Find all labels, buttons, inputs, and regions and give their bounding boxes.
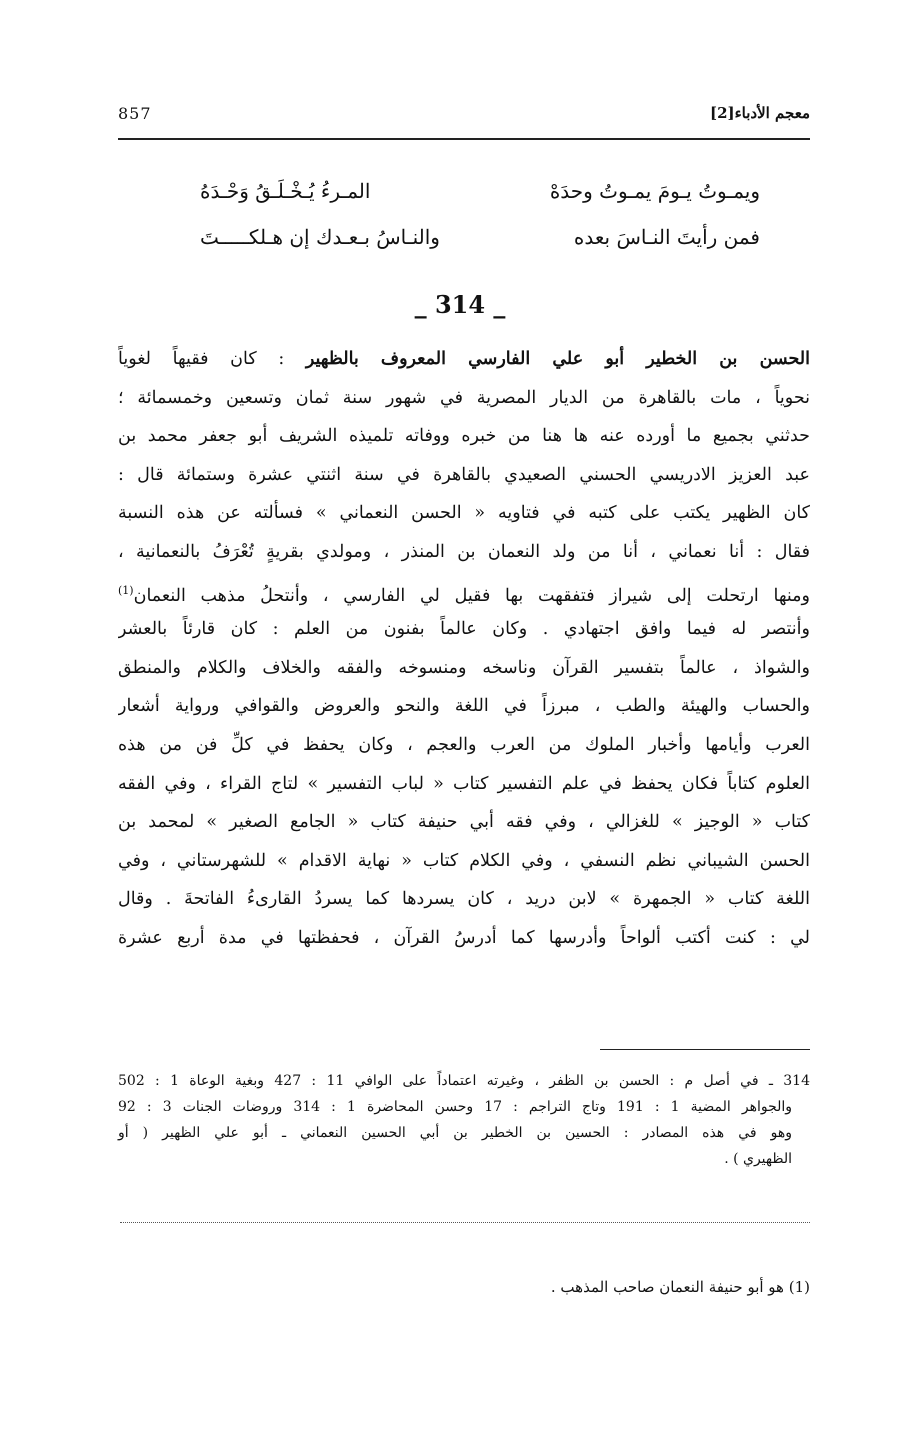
- verse-2-second-hemistich: والنـاسُ بـعـدك إن هـلكـــــتَ: [200, 225, 440, 249]
- entry-line: اللغة كتاب « الجمهرة » لابن دريد ، كان يسردها كما يسردُ القارىءُ الفاتحةَ . وقال: [118, 889, 810, 910]
- source-note-line: الظهيري ) .: [724, 1151, 792, 1167]
- book-title: معجم الأدباء[2]: [709, 104, 810, 122]
- notes-rule: [600, 1049, 810, 1050]
- source-note-line: 314 ـ في أصل م : الحسن بن الظفر ، وغيرته اعتماداً على الوافي 11 : 427 وبغية الوعاة 1 : 502: [118, 1073, 810, 1089]
- entry-line: [118, 572, 810, 611]
- header-rule: [118, 138, 810, 140]
- entry-name: الحسن بن الخطير أبو علي الفارسي المعروف بالظهير: [305, 349, 810, 369]
- footnote: (1) هو أبو حنيفة النعمان صاحب المذهب .: [550, 1278, 810, 1296]
- entry-line: العلوم كتاباً فكان يحفظ في علم التفسير كتاب « لباب التفسير » لتاج القراء ، وفي الفقه: [118, 773, 810, 794]
- page-number: 857: [118, 104, 152, 123]
- verse-2-first-hemistich: فمن رأيتَ النـاسَ بعده: [573, 225, 760, 249]
- verse-1-first-hemistich: ويمـوتُ يـومَ يمـوتُ وحدَهْ: [549, 179, 760, 203]
- entry-line: نحوياً ، مات بالقاهرة من الديار المصرية في شهور سنة ثمان وتسعين وخمسمائة ؛: [118, 387, 810, 408]
- source-note-line: والجواهر المضية 1 : 191 وتاج التراجم : 17 وحسن المحاضرة 1 : 314 وروضات الجنات 3 : 92: [118, 1099, 793, 1115]
- entry-number: _ 314 _: [414, 290, 506, 319]
- entry-line: لي : كنت أكتب ألواحاً وأدرسها كما أدرسُ القرآن ، فحفظتها في مدة أربع عشرة: [118, 927, 810, 948]
- entry-line: والحساب والهيئة والطب ، مبرزاً في اللغة والنحو والعروض والقوافي ورواية أشعار: [118, 696, 810, 717]
- poem-verses: [200, 168, 760, 260]
- entry-line: كان الظهير يكتب على كتبه في فتاويه « الحسن النعماني » فسألته عن هذه النسبة: [118, 503, 810, 524]
- entry-line: الحسن الشيباني نظم النسفي ، وفي الكلام كتاب « نهاية الاقدام » للشهرستاني ، وفي: [118, 850, 810, 871]
- entry-line: عبد العزيز الادريسي الحسني الصعيدي بالقاهرة في سنة اثنتي عشرة وستمائة قال :: [118, 464, 810, 485]
- entry-line: [118, 340, 810, 379]
- source-notes: [118, 1068, 810, 1172]
- entry-line: والشواذ ، عالماً بتفسير القرآن وناسخه ومنسوخه والفقه والخلاف والكلام والمنطق: [118, 657, 810, 678]
- dotted-separator: [120, 1222, 810, 1223]
- source-note-line: وهو في هذه المصادر : الحسين بن الخطير بن أبي الحسين النعماني ـ أبو علي الظهير ( أو: [118, 1125, 792, 1141]
- footnote-marker: (1): [118, 583, 134, 597]
- running-header: [118, 102, 810, 136]
- entry-line: فقال : أنا نعماني ، أنا من ولد النعمان بن المنذر ، ومولدي بقريةٍ تُعْرَفُ بالنعمانية ،: [118, 541, 810, 562]
- entry-line: العرب وأيامها وأخبار الملوك من العرب والعجم ، وكان يحفظ في كلِّ فن من هذه: [118, 734, 810, 755]
- verse-2: [200, 214, 760, 260]
- entry-line-text: ومنها ارتحلت إلى شيراز فتفقهت بها فقيل لي الفارسي ، وأنتحلُ مذهب النعمان: [133, 585, 810, 606]
- entry-line: حدثني بجميع ما أورده عنه ها هنا من خبره ووفاته تلميذه الشريف أبو جعفر محمد بن: [118, 426, 810, 447]
- verse-1: [200, 168, 760, 214]
- entry-line-text: : كان فقيهاً لغوياً: [118, 349, 306, 369]
- entry-line: وأنتصر له فيما وافق اجتهادي . وكان عالماً بفنون من العلم : كان قارئاً بالعشر: [118, 619, 810, 640]
- verse-1-second-hemistich: المـرءُ يُـخْـلَـقُ وَحْـدَهُ: [200, 179, 371, 203]
- entry-body: [118, 340, 810, 958]
- entry-line: كتاب « الوجيز » للغزالي ، وفي فقه أبي حنيفة كتاب « الجامع الصغير » لمحمد بن: [118, 812, 810, 833]
